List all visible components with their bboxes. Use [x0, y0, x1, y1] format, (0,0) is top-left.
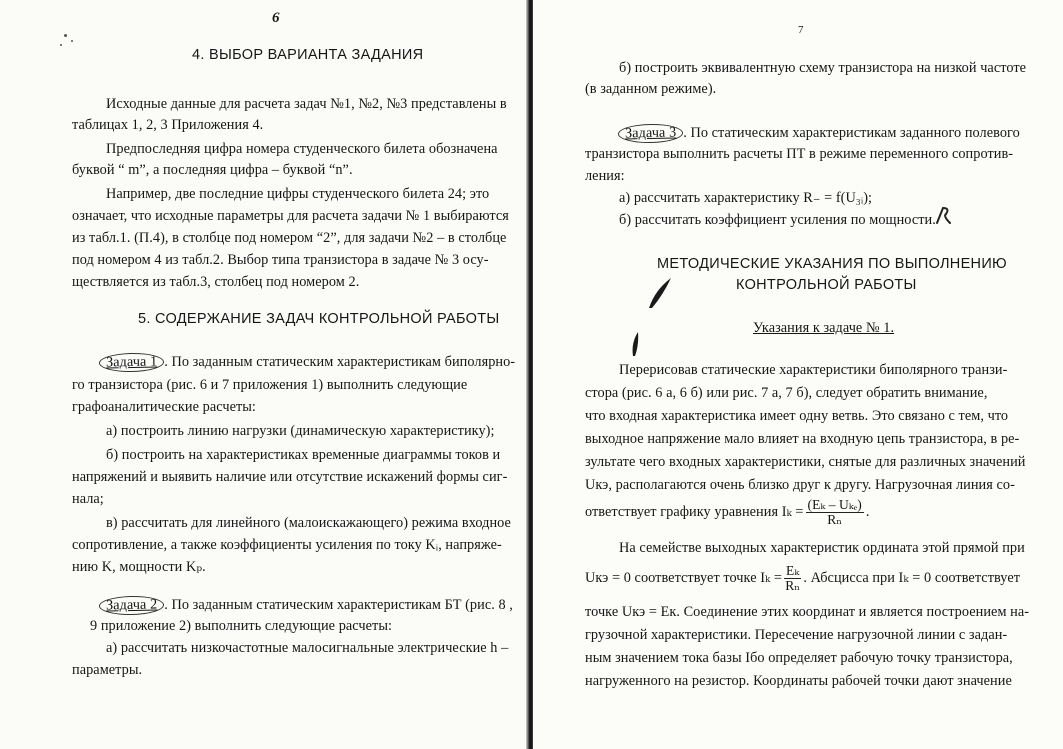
- text-line: таблицах 1, 2, 3 Приложения 4.: [72, 117, 264, 133]
- list-item: а) построить линию нагрузки (динамическую характеристику);: [106, 423, 495, 439]
- hint-title: Указания к задаче № 1.: [753, 320, 895, 336]
- text-line: означает, что исходные параметры для расчета задачи № 1 выбираются: [72, 208, 509, 224]
- equation-lhs: Iₖ =: [760, 570, 783, 586]
- section-title: КОНТРОЛЬНОЙ РАБОТЫ: [736, 277, 917, 293]
- list-item: а) рассчитать низкочастотные малосигнальные электрические h –: [106, 640, 509, 656]
- section-title: 4. ВЫБОР ВАРИАНТА ЗАДАНИЯ: [192, 47, 424, 63]
- text-line: Перерисовав статические характеристики биполярного транзи-: [619, 362, 1008, 378]
- text-line: Uкэ, располагаются очень близко друг к другу. Нагрузочная линия со-: [585, 477, 1015, 493]
- text-line: Например, две последние цифры студенческого билета 24; это: [106, 186, 490, 202]
- fraction-numerator: Eₖ: [786, 563, 800, 579]
- task-label: Задача 3: [618, 123, 684, 143]
- text-line: [106, 353, 515, 372]
- text-line: нагруженного на резистор. Координаты рабочей точки дают значение: [585, 673, 1012, 689]
- text-line: На семействе выходных характеристик ордината этой прямой при: [619, 540, 1025, 556]
- text-line: зультате чего входных характеристики, снятые для различных значений: [585, 454, 1026, 470]
- list-item: в) рассчитать для линейного (малоискажающего) режима входное: [106, 515, 511, 531]
- list-item: б) построить на характеристиках временные диаграммы токов и: [106, 447, 501, 463]
- text-line: буквой “ m”, а последняя цифра – буквой “n”.: [72, 162, 353, 178]
- text-line: ществляется из табл.3, столбец под номером 2.: [72, 274, 360, 290]
- page-number: 6: [272, 10, 280, 26]
- equation-lhs: Iₖ =: [781, 504, 804, 520]
- text-line: 9 приложение 2) выполнить следующие расчеты:: [90, 618, 393, 634]
- equation-line: [585, 560, 1020, 596]
- page-number: 7: [798, 24, 804, 36]
- text-line: что входная характеристика имеет одну ветвь. Это связано с тем, что: [585, 408, 1009, 424]
- text-line: выходное напряжение мало влияет на входную цепь транзистора, в ре-: [585, 431, 1020, 447]
- text-span: ответствует графику уравнения: [585, 504, 779, 520]
- text-line: ления:: [585, 168, 625, 184]
- equation-fraction: [806, 498, 864, 527]
- scan-speck: [64, 34, 67, 37]
- scan-speck: [60, 44, 62, 46]
- pen-mark-icon: [933, 205, 955, 225]
- text-line: грузочной характеристики. Пересечение нагрузочной линии с задан-: [585, 627, 1008, 643]
- left-page: [0, 0, 530, 749]
- text-line: точке Uкэ = Eк. Соединение этих координат и является построением на-: [585, 604, 1030, 620]
- text-line: [106, 596, 513, 615]
- section-title: 5. СОДЕРЖАНИЕ ЗАДАЧ КОНТРОЛЬНОЙ РАБОТЫ: [138, 311, 500, 327]
- text-line: из табл.1. (П.4), в столбце под номером “2”, для задачи №2 – в столбце: [72, 230, 507, 246]
- text-line: (в заданном режиме).: [585, 81, 717, 97]
- task-label: Задача 2: [99, 595, 165, 615]
- text-line: напряжений и выявить наличие или отсутствие искажений формы сиг-: [72, 469, 508, 485]
- text-line: сопротивление, а также коэффициенты усиления по току Kᵢ, напряже-: [72, 537, 502, 553]
- text-line: Предпоследняя цифра номера студенческого билета обозначена: [106, 141, 498, 157]
- text-line: нала;: [72, 491, 104, 507]
- text-line: стора (рис. 6 а, 6 б) или рис. 7 а, 7 б), следует обратить внимание,: [585, 385, 988, 401]
- text-line: го транзистора (рис. 6 и 7 приложения 1) выполнить следующие: [72, 377, 468, 393]
- ink-stroke-icon: [628, 330, 642, 358]
- text-line: транзистора выполнить расчеты ПТ в режиме переменного сопротив-: [585, 146, 1014, 162]
- section-title: МЕТОДИЧЕСКИЕ УКАЗАНИЯ ПО ВЫПОЛНЕНИЮ: [657, 256, 1007, 272]
- right-page: [533, 0, 1063, 749]
- fraction-denominator: Rₙ: [785, 578, 801, 594]
- text-span: Uкэ = 0 соответствует точке: [585, 570, 757, 586]
- text-line: ным значением тока базы Iбо определяет рабочую точку транзистора,: [585, 650, 1013, 666]
- text-span: . По заданным статическим характеристикам БТ (рис. 8 ,: [164, 597, 513, 613]
- list-item: б) рассчитать коэффициент усиления по мощности.: [619, 212, 936, 228]
- text-line: [625, 124, 1020, 143]
- text-span: . По заданным статическим характеристикам биполярно-: [164, 354, 516, 370]
- text-line: под номером 4 из табл.2. Выбор типа транзистора в задаче № 3 осу-: [72, 252, 489, 268]
- text-line: параметры.: [72, 662, 143, 678]
- text-line: Исходные данные для расчета задач №1, №2, №3 представлены в: [106, 96, 507, 112]
- text-line: нию K, мощности Kₚ.: [72, 559, 206, 575]
- scan-speck: [71, 40, 73, 42]
- ink-stroke-icon: [646, 275, 674, 311]
- text-span: . По статическим характеристикам заданного полевого: [683, 125, 1020, 141]
- equation-fraction: [784, 564, 801, 593]
- text-line: графоаналитические расчеты:: [72, 399, 256, 415]
- equation-line: ответствует графику уравнения Iₖ = $\frac{\text{(Eₖ – Uₖₑ)}}{\text{Rₙ}}$ .: [585, 497, 870, 528]
- task-label: Задача 1: [99, 352, 165, 372]
- fraction-numerator: (Eₖ – Uₖₑ): [807, 497, 862, 513]
- list-item: б) построить эквивалентную схему транзистора на низкой частоте: [619, 60, 1027, 76]
- fraction-denominator: Rₙ: [827, 512, 843, 528]
- text-span: . Абсцисса при Iₖ = 0 соответствует: [803, 570, 1021, 586]
- list-item: а) рассчитать характеристику R₋ = f(U₃ᵢ);: [619, 190, 873, 206]
